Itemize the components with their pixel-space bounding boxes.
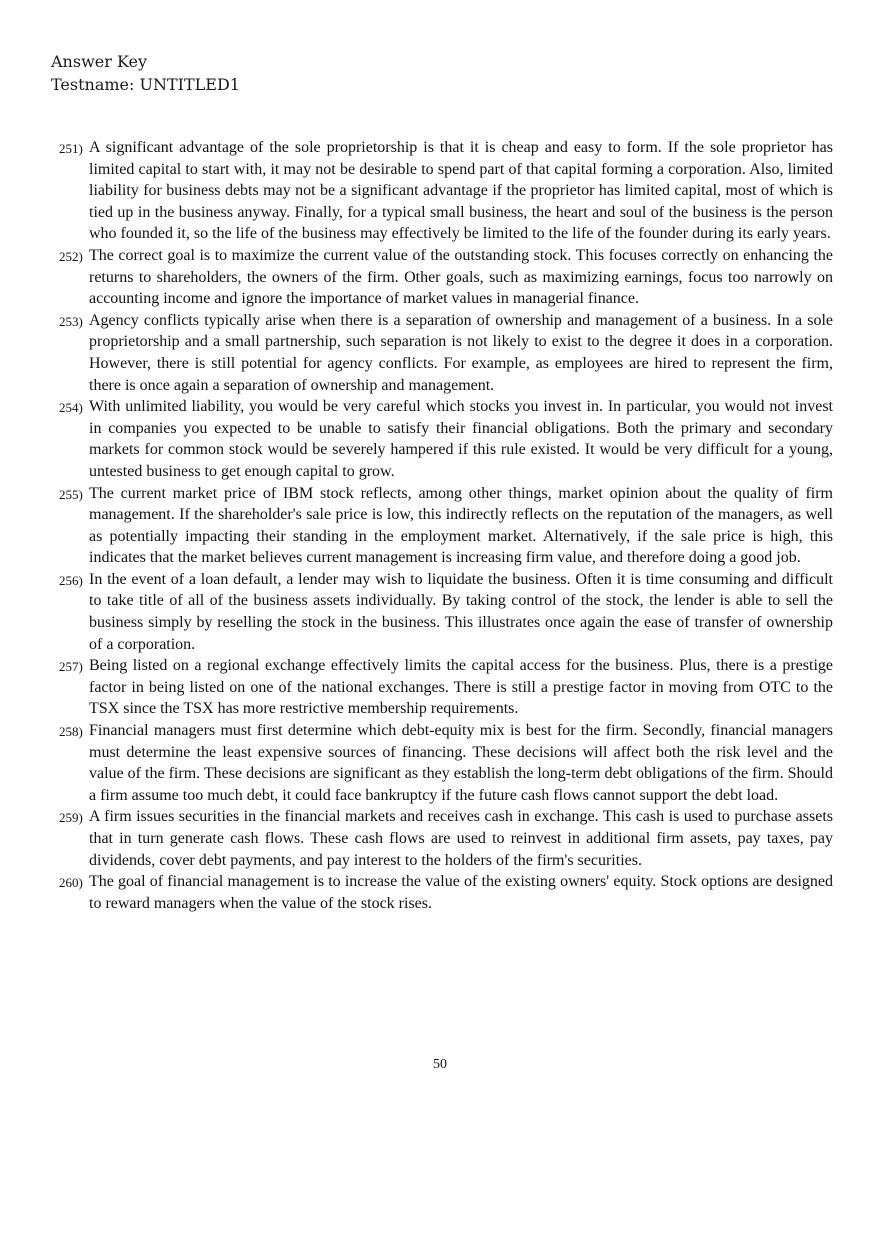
answer-item-251 — [51, 137, 833, 245]
page-number: 50 — [433, 1057, 447, 1072]
answer-item-253 — [51, 310, 833, 396]
answer-text: The current market price of IBM stock reflects, among other things, market opinion about the quality of firm management. If the shareholder's sale price is low, this indirectly reflects on the reputation of the managers, as well as potentially impacting their standing in the employment market. Alternatively, if the sale price is high, this indicates that the market believes current management is increasing firm value, and therefore doing a good job. — [89, 484, 833, 567]
answer-key-title: Answer Key — [51, 52, 147, 71]
answer-number: 258) — [59, 724, 83, 740]
answer-text: Financial managers must first determine which debt-equity mix is best for the firm. Secondly, financial managers must determine the least expensive sources of financing. These decisions will affect both the risk level and the value of the firm. These decisions are significant as they establish the long-term debt obligations of the firm. Should a firm assume too much debt, it could face bankruptcy if the future cash flows cannot support the debt load. — [89, 722, 833, 804]
answer-item-252 — [51, 245, 833, 310]
answer-number: 251) — [59, 141, 83, 156]
answer-text: Agency conflicts typically arise when there is a separation of ownership and management of a business. In a sole proprietorship and a small partnership, such separation is not likely to exist to the degree it does in a corporation. However, there is still potential for agency conflicts. For example, as employees are hired to represent the firm, there is once again a separation of ownership and management. — [89, 311, 833, 394]
answer-text: A significant advantage of the sole proprietorship is that it is cheap and easy to form. If the sole proprietor has limited capital to start with, it may not be desirable to spend part of that capital forming a corporation. Also, limited liability for business debts may not be a significant advantage if the proprietor has limited capital, most of which is tied up in the business anyway. Finally, for a typical small business, the heart and soul of the business is the person who founded it, so the life of the business may effectively be limited to the life of the founder during its early years. — [89, 139, 833, 243]
answer-text: A firm issues securities in the financial markets and receives cash in exchange. This cash is used to purchase assets that in turn generate cash flows. These cash flows are used to reinvest in additional firm assets, pay taxes, pay dividends, cover debt payments, and pay interest to the holders of the firm's securities. — [89, 808, 833, 869]
answer-text: With unlimited liability, you would be very careful which stocks you invest in. In particular, you would not invest in companies you expected to be unable to satisfy their financial obligations. Both the primary and secondary markets for common stock would be severely hampered if this rule existed. It would be very difficult for a young, untested business to get enough capital to grow. — [89, 398, 833, 480]
answer-text: Being listed on a regional exchange effectively limits the capital access for the business. Plus, there is a prestige factor in being listed on one of the national exchanges. There is still a prestige factor in moving from OTC to the TSX since the TSX has more restrictive membership requirements. — [89, 657, 833, 718]
answer-item-255 — [51, 483, 833, 569]
answer-item-256 — [51, 569, 833, 655]
answer-text: The correct goal is to maximize the current value of the outstanding stock. This focuses correctly on enhancing the returns to shareholders, the owners of the firm. Other goals, such as maximizing earnings, focus too narrowly on accounting income and ignore the importance of market values in managerial finance. — [89, 246, 833, 308]
answer-item-257 — [51, 655, 833, 720]
answer-item-259 — [51, 806, 833, 871]
answer-number: 252) — [59, 248, 83, 264]
answer-text: The goal of financial management is to increase the value of the existing owners' equity. Stock options are designed to reward managers when the value of the stock rises. — [89, 873, 833, 912]
answer-list — [51, 137, 833, 914]
answer-text: In the event of a loan default, a lender may wish to liquidate the business. Often it is time consuming and difficult to take title of all of the business assets individually. By taking control of the stock, the lender is able to sell the business simply by reselling the stock in the business. This illustrates once again the ease of transfer of ownership of a corporation. — [89, 570, 833, 653]
answer-number: 260) — [59, 875, 83, 891]
answer-number: 257) — [59, 659, 83, 675]
answer-number: 253) — [59, 313, 83, 329]
answer-number: 254) — [59, 400, 83, 416]
answer-item-260 — [51, 871, 833, 914]
answer-number: 256) — [59, 572, 83, 588]
answer-key-header — [51, 50, 240, 96]
answer-item-258 — [51, 720, 833, 806]
answer-item-254 — [51, 396, 833, 482]
answer-number: 255) — [59, 486, 83, 502]
testname-label: Testname: UNTITLED1 — [51, 75, 240, 94]
answer-number: 259) — [59, 810, 83, 826]
